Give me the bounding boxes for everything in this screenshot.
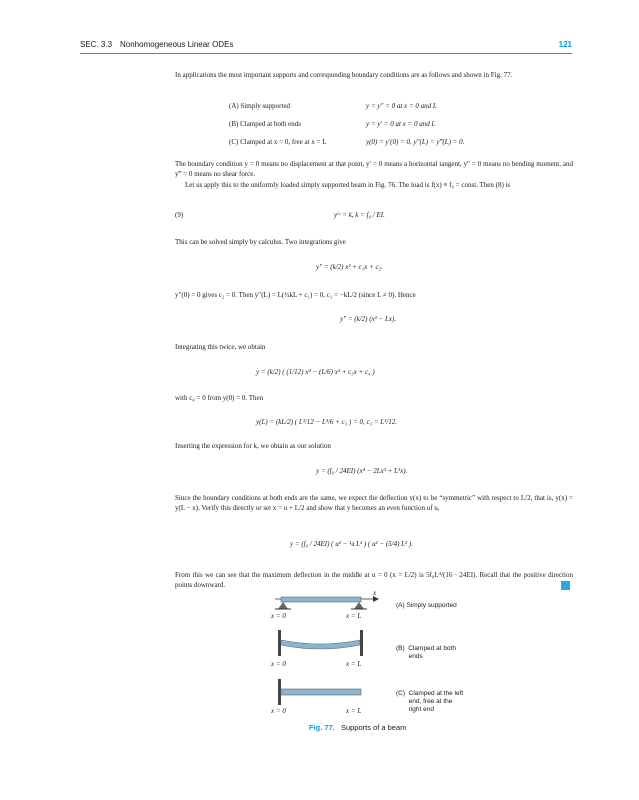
integrating-paragraph: Integrating this twice, we obtain bbox=[175, 343, 266, 351]
wall-left-c bbox=[278, 679, 281, 705]
boundary-paragraph: The boundary condition y = 0 means no displacement at that point, y′ = 0 means a horizontal tangent, y″ = 0 means no bending moment, and y‴ = 0 means no shear force. bbox=[175, 160, 573, 178]
condition-b-label: (B) Clamped at both ends bbox=[229, 120, 301, 128]
figure-label-c: (C) Clamped at the left end, free at the right end bbox=[396, 690, 464, 713]
insert-paragraph: Inserting the expression for k, we obtain as our solution bbox=[175, 442, 331, 450]
figure-caption-text: Supports of a beam bbox=[340, 723, 407, 732]
axis-x-label: x bbox=[373, 589, 377, 597]
label-x0-c: x = 0 bbox=[271, 707, 286, 715]
page-number: 121 bbox=[558, 40, 572, 49]
with-paragraph: with c₄ = 0 from y(0) = 0. Then bbox=[175, 394, 264, 402]
section-number: SEC. 3.3 bbox=[80, 40, 113, 49]
symmetric-paragraph: Since the boundary conditions at both ends are the same, we expect the deflection y(x) to be “symmetric” with respect to L/2, that is, y(x) = y(L − x). Verify this directly or set x = u + L/2 and show that y becomes an even function of u, bbox=[175, 494, 573, 512]
equation-y-general: y = (k/2) ( (1/12) x⁴ − (L/6) x³ + c₃x + c₄ ) bbox=[256, 368, 375, 376]
figure-label-a: (A) Simply supported bbox=[396, 602, 457, 609]
beam-b bbox=[278, 630, 363, 656]
equation-second-derivative-solved: y″ = (k/2) (x² − Lx). bbox=[340, 315, 397, 323]
label-xL-a: x = L bbox=[346, 612, 362, 620]
condition-a-label: (A) Simply supported bbox=[229, 102, 291, 110]
apply-paragraph: Let us apply this to the uniformly loaded simply supported beam in Fig. 76. The load is f(x) ≡ f₀ = const. Then (8) is bbox=[185, 181, 511, 189]
equation-9: yⁱᵛ = k, k = f₀ / EI. bbox=[334, 211, 385, 219]
pin-support-right bbox=[354, 602, 364, 609]
running-header bbox=[80, 40, 572, 54]
equation-even-function: y = (f₀ / 24EI) ( u² − ¼ L² ) ( u² − (5/4) L² ). bbox=[290, 540, 413, 548]
condition-paragraph: y″(0) = 0 gives c₂ = 0. Then y″(L) = L(½kL + c₁) = 0, c₁ = −kL/2 (since L ≠ 0). Hence bbox=[175, 291, 416, 299]
figure-label-b: (B) Clamped at both ends bbox=[396, 645, 456, 660]
header-rule bbox=[80, 53, 572, 54]
condition-a-equation: y = y″ = 0 at x = 0 and L bbox=[366, 102, 437, 110]
pin-support-left bbox=[278, 602, 288, 609]
equation-second-derivative: y″ = (k/2) x² + c₁x + c₂. bbox=[316, 263, 383, 271]
equation-y-at-L: y(L) = (kL/2) ( L³/12 − L³/6 + c₃ ) = 0, c₃ = L³/12. bbox=[256, 418, 397, 426]
label-x0-b: x = 0 bbox=[271, 660, 286, 668]
wall-left bbox=[278, 630, 281, 656]
section-title: Nonhomogeneous Linear ODEs bbox=[120, 40, 234, 49]
wall-right bbox=[360, 630, 363, 656]
beam-supports-figure bbox=[255, 590, 385, 720]
label-xL-b: x = L bbox=[346, 660, 362, 668]
end-of-example-mark bbox=[561, 581, 570, 590]
figure-caption bbox=[309, 723, 406, 732]
beam-a-bar bbox=[281, 597, 361, 602]
equation-number-9: (9) bbox=[175, 211, 184, 219]
solve-paragraph: This can be solved simply by calculus. Two integrations give bbox=[175, 238, 346, 246]
intro-paragraph: In applications the most important supports and corresponding boundary conditions are as follows and shown in Fig. 77. bbox=[175, 71, 513, 79]
max-deflection-paragraph: From this we can see that the maximum deflection in the middle at u = 0 (x = L/2) is 5f₀L⁴/(16 · 24EI). Recall that the positive direction points downward. bbox=[175, 571, 573, 589]
condition-b-equation: y = y′ = 0 at x = 0 and L bbox=[366, 120, 436, 128]
label-x0-a: x = 0 bbox=[271, 612, 286, 620]
beam-c-bar bbox=[281, 689, 361, 695]
beam-c bbox=[278, 679, 361, 705]
label-xL-c: x = L bbox=[346, 707, 362, 715]
beam-b-bar bbox=[281, 640, 360, 649]
equation-solution: y = (f₀ / 24EI) (x⁴ − 2Lx³ + L³x). bbox=[316, 467, 408, 475]
beam-a bbox=[275, 596, 379, 609]
figure-caption-number: Fig. 77. bbox=[309, 723, 335, 732]
condition-c-label: (C) Clamped at x = 0, free at x = L bbox=[229, 138, 327, 146]
condition-c-equation: y(0) = y′(0) = 0, y″(L) = y‴(L) = 0. bbox=[366, 138, 465, 146]
